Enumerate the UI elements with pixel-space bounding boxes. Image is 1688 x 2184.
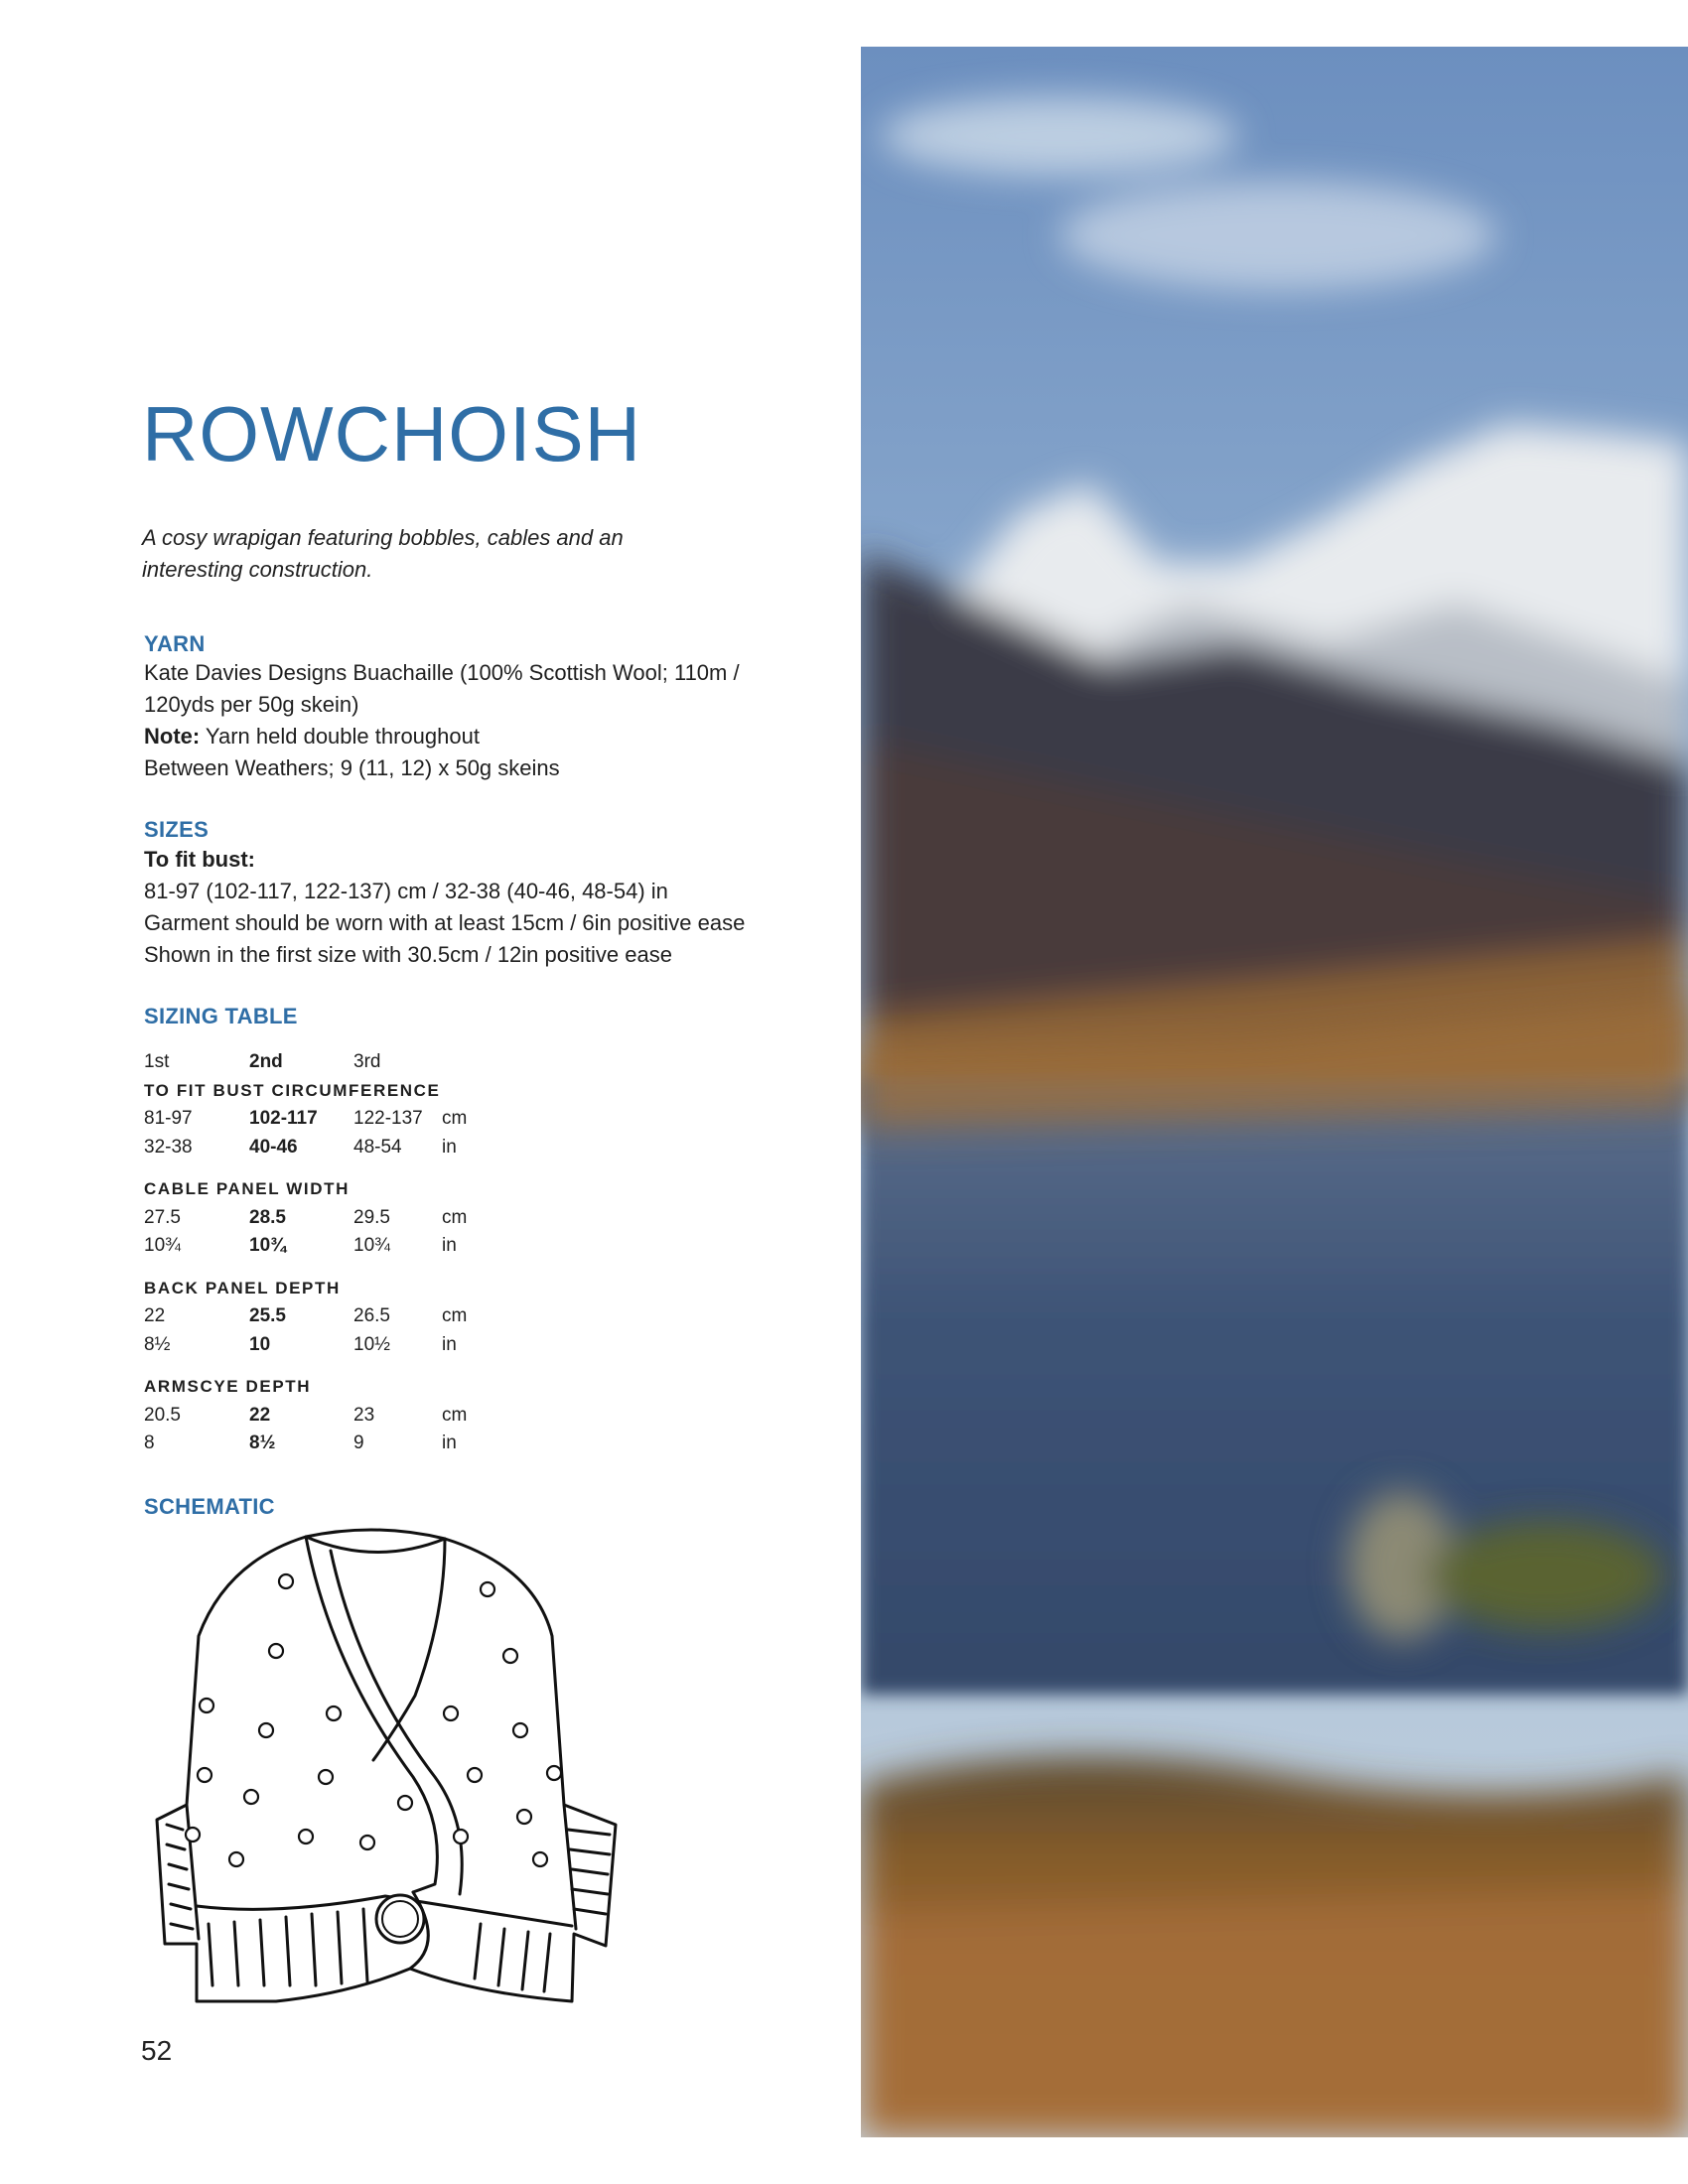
sizes-heading: SIZES <box>144 817 210 842</box>
table-cell: 10 <box>249 1333 271 1355</box>
table-cell: 8 <box>144 1433 155 1454</box>
yarn-note <box>144 721 839 752</box>
table-cell: 8½ <box>249 1433 276 1454</box>
table-cell: 81-97 <box>144 1108 193 1130</box>
yarn-line: Kate Davies Designs Buachaille (100% Scottish Wool; 110m / <box>144 660 740 685</box>
page-title: ROWCHOISH <box>142 390 641 478</box>
table-cell: 20.5 <box>144 1404 181 1426</box>
sizing-table <box>144 1048 541 1458</box>
table-cell: 10¾ <box>144 1235 181 1257</box>
table-cell: 10¾ <box>249 1235 286 1257</box>
sizes-line: Shown in the first size with 30.5cm / 12in positive ease <box>144 942 672 967</box>
intro-text <box>142 522 738 586</box>
yarn-heading: YARN <box>144 631 206 656</box>
table-cell: 23 <box>353 1404 375 1426</box>
sizing-table-heading: SIZING TABLE <box>144 1004 298 1028</box>
left-cuff-line <box>187 1805 199 1939</box>
intro-line: interesting construction. <box>142 557 373 582</box>
group-label: BACK PANEL DEPTH <box>144 1278 341 1297</box>
table-cell: 22 <box>249 1404 271 1426</box>
fit-bust-label: To fit bust: <box>144 847 255 872</box>
table-unit: cm <box>442 1206 468 1228</box>
table-cell: 10¾ <box>353 1235 390 1257</box>
table-row <box>144 1204 541 1233</box>
back-neck <box>306 1537 445 1553</box>
intro-line: A cosy wrapigan featuring bobbles, cables and an <box>142 525 624 550</box>
table-cell: 9 <box>353 1433 364 1454</box>
sizes-details <box>144 844 839 971</box>
table-cell: 32-38 <box>144 1136 193 1158</box>
size-names-row <box>144 1048 541 1077</box>
right-front-edge <box>373 1539 445 1760</box>
table-cell: 48-54 <box>353 1136 402 1158</box>
size-name: 3rd <box>353 1051 381 1073</box>
yarn-details <box>144 657 839 784</box>
table-row <box>144 1134 541 1162</box>
yarn-colour-line: Between Weathers; 9 (11, 12) x 50g skeins <box>144 755 560 780</box>
table-cell: 26.5 <box>353 1305 390 1327</box>
table-cell: 10½ <box>353 1333 390 1355</box>
button-shape <box>376 1895 424 1943</box>
table-row <box>144 1430 541 1458</box>
landscape-photo <box>861 47 1688 2137</box>
table-cell: 25.5 <box>249 1305 286 1327</box>
left-front-band-inner <box>331 1551 462 1894</box>
table-unit: in <box>442 1433 457 1454</box>
table-row <box>144 1331 541 1360</box>
sizes-line: 81-97 (102-117, 122-137) cm / 32-38 (40-46, 48-54) in <box>144 879 668 903</box>
group-label: ARMSCYE DEPTH <box>144 1377 312 1397</box>
schematic-drawing <box>147 1527 624 2013</box>
page-number: 52 <box>141 2035 173 2066</box>
table-row <box>144 1105 541 1134</box>
table-unit: in <box>442 1235 457 1257</box>
table-cell: 27.5 <box>144 1206 181 1228</box>
table-unit: cm <box>442 1108 468 1130</box>
table-cell: 28.5 <box>249 1206 286 1228</box>
table-row <box>144 1402 541 1431</box>
table-cell: 122-137 <box>353 1108 423 1130</box>
group-label: CABLE PANEL WIDTH <box>144 1179 350 1199</box>
table-unit: in <box>442 1333 457 1355</box>
size-name: 1st <box>144 1051 170 1073</box>
size-name: 2nd <box>249 1051 283 1073</box>
table-cell: 102-117 <box>249 1108 318 1130</box>
table-cell: 22 <box>144 1305 166 1327</box>
bobbles <box>186 1574 561 1866</box>
yarn-note-label: Note: <box>144 724 201 749</box>
table-cell: 40-46 <box>249 1136 298 1158</box>
table-cell: 29.5 <box>353 1206 390 1228</box>
table-row <box>144 1232 541 1261</box>
table-cell: 8½ <box>144 1333 171 1355</box>
table-unit: cm <box>442 1404 468 1426</box>
table-row <box>144 1302 541 1331</box>
yarn-note-text: Yarn held double throughout <box>200 724 480 749</box>
table-unit: cm <box>442 1305 468 1327</box>
schematic-heading: SCHEMATIC <box>144 1494 275 1519</box>
table-unit: in <box>442 1136 457 1158</box>
group-label: TO FIT BUST CIRCUMFERENCE <box>144 1080 441 1100</box>
sizes-line: Garment should be worn with at least 15cm / 6in positive ease <box>144 910 746 935</box>
yarn-line: 120yds per 50g skein) <box>144 692 359 717</box>
